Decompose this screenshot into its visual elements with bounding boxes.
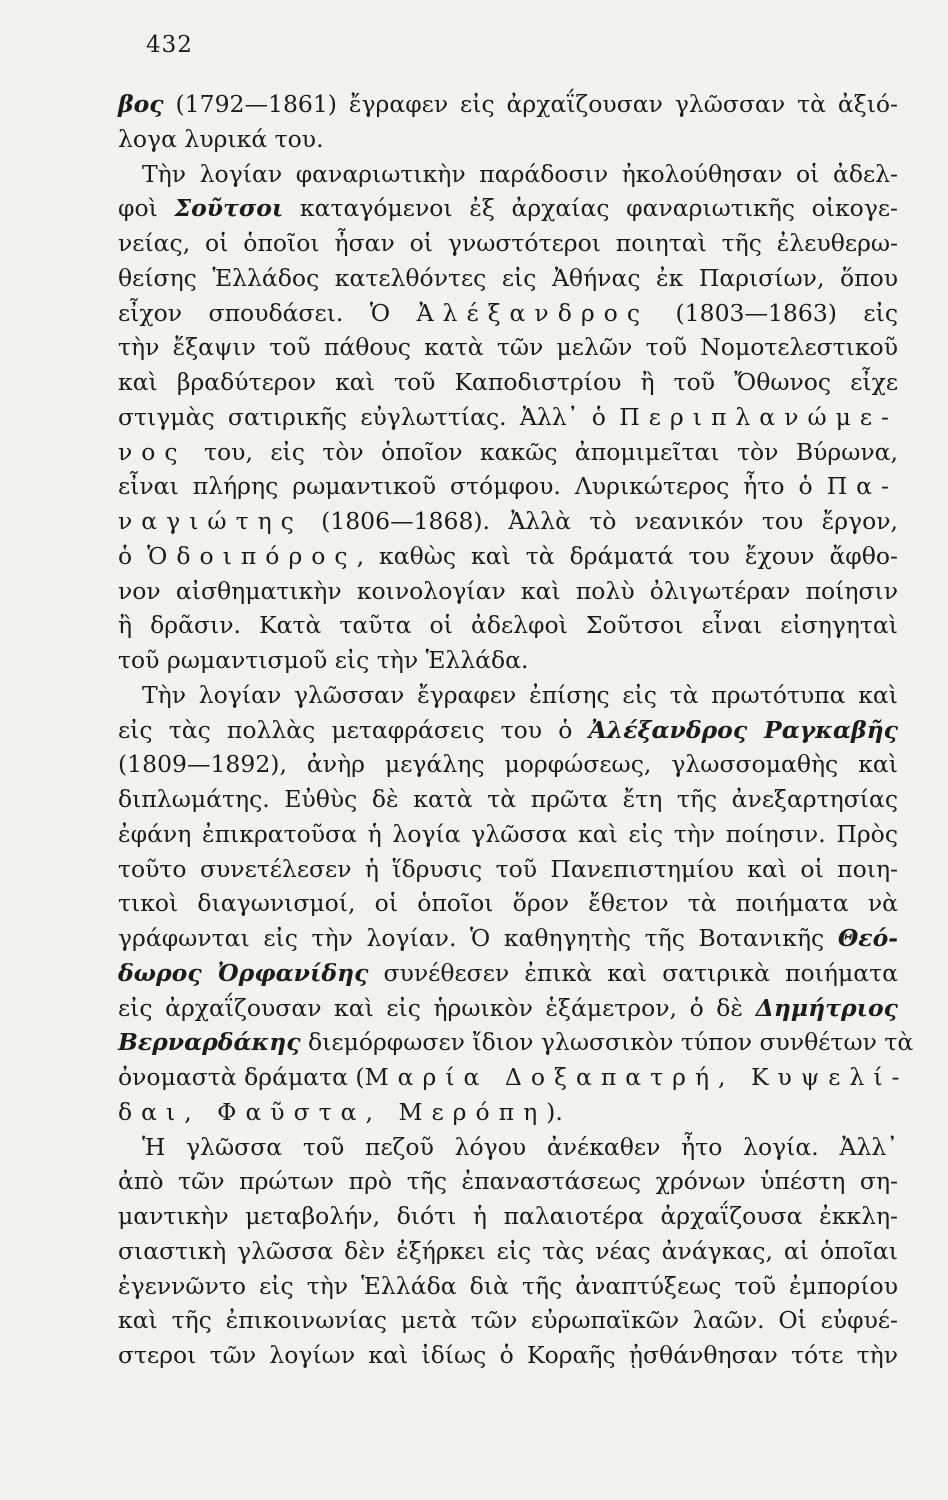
text-line	[118, 87, 898, 122]
text-line	[118, 921, 898, 956]
text-line	[118, 469, 898, 504]
emphasized-name: Ἀλέξανδρος Ραγκαβῆς	[588, 715, 898, 744]
text-segment: Ἡ γλῶσσα τοῦ πεζοῦ λόγου ἀνέκαθεν ἦτο λογία. Ἀλλ᾽	[142, 1132, 898, 1161]
text-segment: , καθὼς καὶ τὰ δράματά του ἔχουν ἄφθο-	[356, 541, 899, 570]
text-segment: καὶ τῆς ἐπικοινωνίας μετὰ τῶν εὐρωπαϊκῶν λαῶν. Οἱ εὐφυέ-	[118, 1306, 898, 1335]
text-segment: (1809—1892), ἀνὴρ μεγάλης μορφώσεως, γλωσσομαθὴς καὶ	[118, 750, 898, 779]
text-line	[118, 122, 898, 157]
text-line	[118, 817, 898, 852]
text-line	[118, 1095, 898, 1130]
spaced-title: Ὁδοιπόρος	[147, 541, 357, 570]
text-line	[118, 747, 898, 782]
text-segment: εἶναι πλήρης ρωμαντικοῦ στόμφου. Λυρικώτερος ἦτο ὁ	[118, 472, 827, 501]
spaced-title: Περιπλανώμε-	[619, 402, 898, 431]
text-segment: νείας, οἱ ὁποῖοι ἦσαν οἱ γνωστότεροι ποιηταὶ τῆς ἐλευθερω-	[118, 229, 898, 257]
text-segment: ἐφάνη ἐπικρατοῦσα ἡ λογία γλῶσσα καὶ εἰς τὴν ποίησιν. Πρὸς	[118, 819, 898, 848]
text-line	[118, 1060, 909, 1095]
text-segment: λογα λυρικά του.	[118, 124, 324, 153]
spaced-title: δαι, Φαῦστα, Μερόπη	[118, 1097, 547, 1126]
text-line	[118, 400, 898, 435]
text-segment: ἢ δρᾶσιν. Κατὰ ταῦτα οἱ ἀδελφοὶ Σοῦτσοι εἶναι εἰσηγηταὶ	[118, 611, 898, 640]
text-line	[118, 1199, 898, 1234]
text-segment: φοὶ	[118, 194, 175, 223]
text-line	[118, 782, 898, 817]
text-segment: τοῦτο συνετέλεσεν ἡ ἵδρυσις τοῦ Πανεπιστημίου καὶ οἱ ποιη-	[118, 854, 898, 883]
emphasized-name: Δημήτριος	[755, 993, 898, 1022]
text-segment: (1792—1861) ἔγραφεν εἰς ἀρχαΐζουσαν γλῶσσαν τὰ ἀξιό-	[163, 90, 898, 118]
text-segment: ἐγεννῶντο εἰς τὴν Ἑλλάδα διὰ τῆς ἀναπτύξεως τοῦ ἐμπορίου	[118, 1271, 898, 1300]
text-line	[118, 713, 898, 748]
text-line	[118, 643, 898, 678]
text-line	[118, 226, 898, 261]
text-segment: νον αἰσθηματικὴν κοινολογίαν καὶ πολὺ ὀλιγωτέραν ποίησιν	[118, 576, 898, 605]
text-segment: θείσης Ἑλλάδος κατελθόντες εἰς Ἀθήνας ἐκ Παρισίων, ὅπου	[118, 263, 898, 292]
text-line	[118, 1269, 898, 1304]
text-segment: εἰς τὰς πολλὰς μεταφράσεις του ὁ	[118, 715, 589, 744]
spaced-title: νος	[118, 437, 187, 466]
text-segment: συνέθεσεν ἐπικὰ καὶ σατιρικὰ ποιήματα	[368, 958, 898, 987]
spaced-title: Ἀλέξανδρος	[416, 298, 649, 327]
text-segment: σιαστικὴ γλῶσσα δὲν ἐξήρκει εἰς τὰς νέας ἀνάγκας, αἱ ὁποῖαι	[118, 1236, 898, 1265]
emphasized-name: βος	[118, 90, 164, 118]
text-line	[118, 261, 898, 296]
text-segment: μαντικὴν μεταβολήν, διότι ἡ παλαιοτέρα ἀρχαΐζουσα ἐκκλη-	[118, 1202, 898, 1230]
text-segment: γράφωνται εἰς τὴν λογίαν. Ὁ καθηγητὴς τῆς Βοτανικῆς	[118, 924, 838, 952]
text-segment: (1803—1863) εἰς	[649, 298, 898, 327]
text-segment: καταγόμενοι ἐξ ἀρχαίας φαναριωτικῆς οἰκογε-	[283, 194, 898, 223]
text-segment: Τὴν λογίαν φαναριωτικὴν παράδοσιν ἠκολούθησαν οἱ ἀδελ-	[142, 159, 898, 188]
page-number: 432	[146, 32, 193, 58]
text-segment: ὀνομαστὰ δράματα (	[118, 1063, 365, 1091]
text-segment: ).	[546, 1097, 563, 1126]
text-line	[118, 1303, 898, 1338]
text-line	[118, 504, 898, 539]
body-text	[118, 87, 914, 1373]
spaced-title: Μαρία Δοξαπατρή, Κυψελί-	[364, 1063, 909, 1091]
text-segment: τοῦ ρωμαντισμοῦ εἰς τὴν Ἑλλάδα.	[118, 646, 529, 674]
spaced-title: ναγιώτης	[118, 507, 303, 535]
emphasized-name: Βερναρδάκης	[118, 1028, 301, 1057]
text-line	[118, 157, 898, 192]
text-segment: ἀπὸ τῶν πρώτων πρὸ τῆς ἐπαναστάσεως χρόνων ὑπέστη ση-	[118, 1167, 898, 1196]
text-segment: στεροι τῶν λογίων καὶ ἰδίως ὁ Κοραῆς ᾐσθάνθησαν τότε τὴν	[118, 1341, 898, 1369]
text-segment: τὴν ἔξαψιν τοῦ πάθους κατὰ τῶν μελῶν τοῦ Νομοτελεστικοῦ	[118, 333, 898, 362]
text-segment: διπλωμάτης. Εὐθὺς δὲ κατὰ τὰ πρῶτα ἔτη τῆς ἀνεξαρτησίας	[118, 785, 898, 813]
text-line	[118, 886, 898, 921]
text-segment: τικοὶ διαγωνισμοί, οἱ ὁποῖοι ὅρον ἔθετον τὰ ποιήματα νὰ	[118, 889, 898, 918]
text-line	[118, 1164, 898, 1199]
text-segment: εἰς ἀρχαΐζουσαν καὶ εἰς ἡρωικὸν ἑξάμετρον, ὁ δὲ	[118, 993, 756, 1022]
text-line	[118, 330, 898, 365]
text-line	[118, 539, 898, 574]
text-line	[118, 296, 898, 331]
text-segment: Τὴν λογίαν γλῶσσαν ἔγραφεν ἐπίσης εἰς τὰ πρωτότυπα καὶ	[142, 680, 898, 709]
text-segment: ὁ	[118, 541, 148, 570]
text-segment: εἶχον σπουδάσει. Ὁ	[118, 298, 417, 327]
emphasized-name: δωρος Ὀρφανίδης	[118, 958, 369, 987]
emphasized-name: Θεό-	[837, 924, 898, 952]
text-line	[118, 991, 898, 1026]
text-line	[118, 435, 898, 470]
text-segment: του, εἰς τὸν ὁποῖον κακῶς ἀπομιμεῖται τὸν Βύρωνα,	[186, 437, 898, 466]
text-segment: διεμόρφωσεν ἴδιον γλωσσικὸν τύπον συνθέτων τὰ	[300, 1028, 914, 1057]
text-segment: (1806—1868). Ἀλλὰ τὸ νεανικόν του ἔργον,	[302, 507, 898, 535]
text-line	[118, 956, 898, 991]
text-line	[118, 608, 898, 643]
text-line	[118, 1338, 898, 1373]
text-line	[118, 1130, 898, 1165]
emphasized-name: Σοῦτσοι	[174, 194, 284, 223]
text-line	[118, 852, 898, 887]
text-line	[118, 191, 898, 226]
text-segment: καὶ βραδύτερον καὶ τοῦ Καποδιστρίου ἢ τοῦ Ὄθωνος εἶχε	[118, 368, 898, 396]
text-line	[118, 574, 898, 609]
text-line	[118, 365, 898, 400]
spaced-title: Πα-	[826, 472, 898, 501]
text-line	[118, 1025, 914, 1060]
text-segment: στιγμὰς σατιρικῆς εὐγλωττίας. Ἀλλ᾽ ὁ	[118, 402, 620, 431]
text-line	[118, 678, 898, 713]
text-line	[118, 1234, 898, 1269]
